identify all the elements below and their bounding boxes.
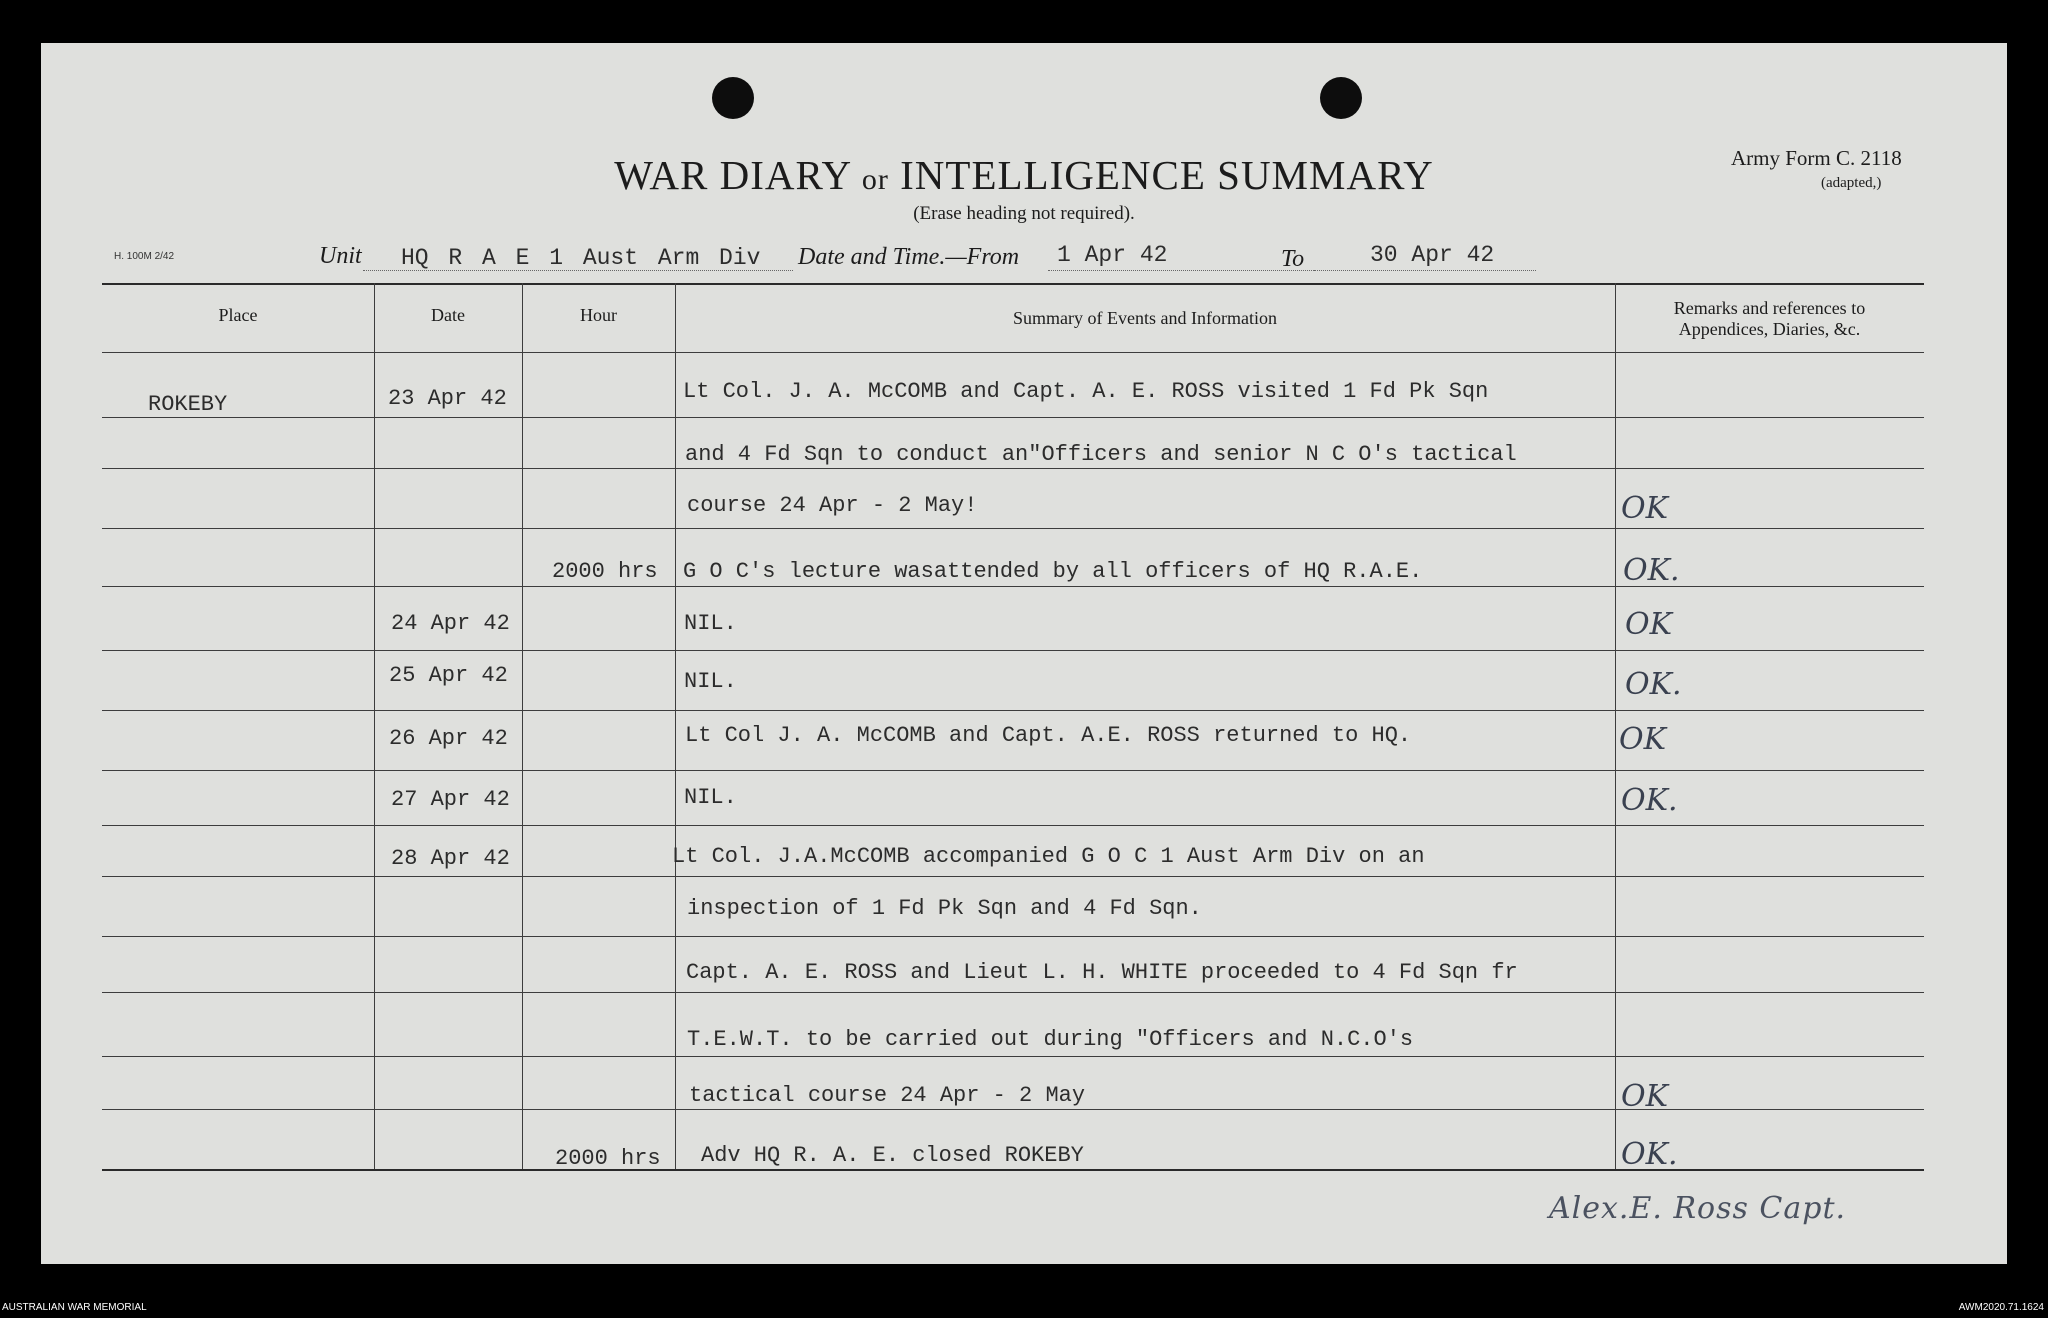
row-rule: [102, 825, 1924, 826]
footer-accession-number: AWM2020.71.1624: [1958, 1302, 2044, 1313]
remarks-header-line-1: Remarks and references to: [1673, 298, 1866, 318]
date-cell: 25 Apr 42: [389, 663, 508, 688]
column-header-hour: Hour: [580, 305, 617, 325]
summary-cell: Adv HQ R. A. E. closed ROKEBY: [701, 1143, 1084, 1168]
to-dotline: [1314, 270, 1536, 271]
army-form-number: Army Form C. 2118: [1731, 146, 1902, 170]
row-rule: [102, 936, 1924, 937]
summary-cell: inspection of 1 Fd Pk Sqn and 4 Fd Sqn.: [687, 896, 1202, 921]
from-value: 1 Apr 42: [1057, 242, 1168, 268]
remark-initials: OK.: [1621, 783, 1678, 818]
row-rule: [102, 992, 1924, 993]
row-rule: [102, 876, 1924, 877]
remark-initials: OK.: [1621, 1137, 1678, 1172]
row-rule: [102, 417, 1924, 418]
punch-hole-left: [712, 77, 754, 119]
row-rule: [102, 650, 1924, 651]
row-rule: [102, 468, 1924, 469]
summary-cell: NIL.: [684, 785, 737, 810]
title-war-diary: WAR DIARY: [614, 152, 851, 198]
form-print-code: H. 100M 2/42: [114, 251, 175, 262]
row-rule: [102, 528, 1924, 529]
remark-initials: OK: [1619, 722, 1667, 757]
summary-cell: Lt Col. J.A.McCOMB accompanied G O C 1 Aust Arm Div on an: [672, 844, 1425, 869]
date-cell: 28 Apr 42: [391, 846, 510, 871]
unit-label: Unit: [319, 243, 362, 269]
column-header-remarks: [1615, 298, 1924, 340]
date-cell: 23 Apr 42: [388, 386, 507, 411]
date-cell: 26 Apr 42: [389, 726, 508, 751]
to-label: To: [1281, 246, 1305, 272]
summary-cell: Lt Col. J. A. McCOMB and Capt. A. E. ROSS visited 1 Fd Pk Sqn: [683, 379, 1489, 404]
remark-initials: OK: [1625, 607, 1673, 642]
summary-cell: tactical course 24 Apr - 2 May: [689, 1083, 1086, 1108]
date-cell: 27 Apr 42: [391, 787, 510, 812]
column-divider-date: [522, 283, 523, 1169]
officer-signature: Alex.E. Ross Capt.: [1549, 1191, 1847, 1226]
date-time-label: Date and Time.—From: [798, 244, 1020, 270]
remark-initials: OK: [1621, 1079, 1669, 1114]
row-rule: [102, 1056, 1924, 1057]
hour-cell: 2000 hrs: [555, 1146, 661, 1171]
remark-initials: OK.: [1623, 553, 1680, 588]
summary-cell: Lt Col J. A. McCOMB and Capt. A.E. ROSS returned to HQ.: [685, 723, 1412, 748]
header-bottom-rule: [102, 352, 1924, 353]
place-cell: ROKEBY: [148, 392, 228, 417]
summary-cell: NIL.: [684, 669, 737, 694]
to-value: 30 Apr 42: [1370, 242, 1495, 268]
war-diary-form: [41, 43, 2007, 1264]
form-subtitle: (Erase heading not required).: [913, 203, 1135, 224]
row-rule: [102, 770, 1924, 771]
title-intelligence-summary: INTELLIGENCE SUMMARY: [900, 152, 1434, 198]
hour-cell: 2000 hrs: [552, 559, 658, 584]
column-header-date: Date: [431, 305, 465, 325]
column-header-place: Place: [218, 305, 258, 325]
unit-value: HQ R A E 1 Aust Arm Div: [401, 245, 761, 271]
column-divider-summary: [1615, 283, 1616, 1169]
summary-cell: course 24 Apr - 2 May!: [687, 493, 978, 518]
remarks-header-line-2: Appendices, Diaries, &c.: [1678, 319, 1861, 339]
punch-hole-right: [1320, 77, 1362, 119]
column-divider-place: [374, 283, 375, 1169]
summary-cell: NIL.: [684, 611, 737, 636]
from-dotline: [1048, 270, 1318, 271]
column-divider-hour: [675, 283, 676, 1169]
summary-cell: G O C's lecture wasattended by all officers of HQ R.A.E.: [683, 559, 1423, 584]
title-or: or: [861, 163, 889, 196]
form-title: [41, 151, 2007, 199]
row-rule: [102, 710, 1924, 711]
remark-initials: OK.: [1625, 667, 1682, 702]
army-form-adapted: (adapted,): [1821, 175, 1882, 191]
column-header-summary: Summary of Events and Information: [1013, 308, 1277, 328]
table-top-rule: [102, 283, 1924, 285]
summary-cell: T.E.W.T. to be carried out during "Officers and N.C.O's: [687, 1027, 1414, 1052]
date-cell: 24 Apr 42: [391, 611, 510, 636]
remark-initials: OK: [1621, 491, 1669, 526]
footer-credit: AUSTRALIAN WAR MEMORIAL: [2, 1302, 147, 1313]
summary-cell: and 4 Fd Sqn to conduct an"Officers and senior N C O's tactical: [685, 442, 1517, 467]
summary-cell: Capt. A. E. ROSS and Lieut L. H. WHITE proceeded to 4 Fd Sqn fr: [686, 960, 1518, 985]
